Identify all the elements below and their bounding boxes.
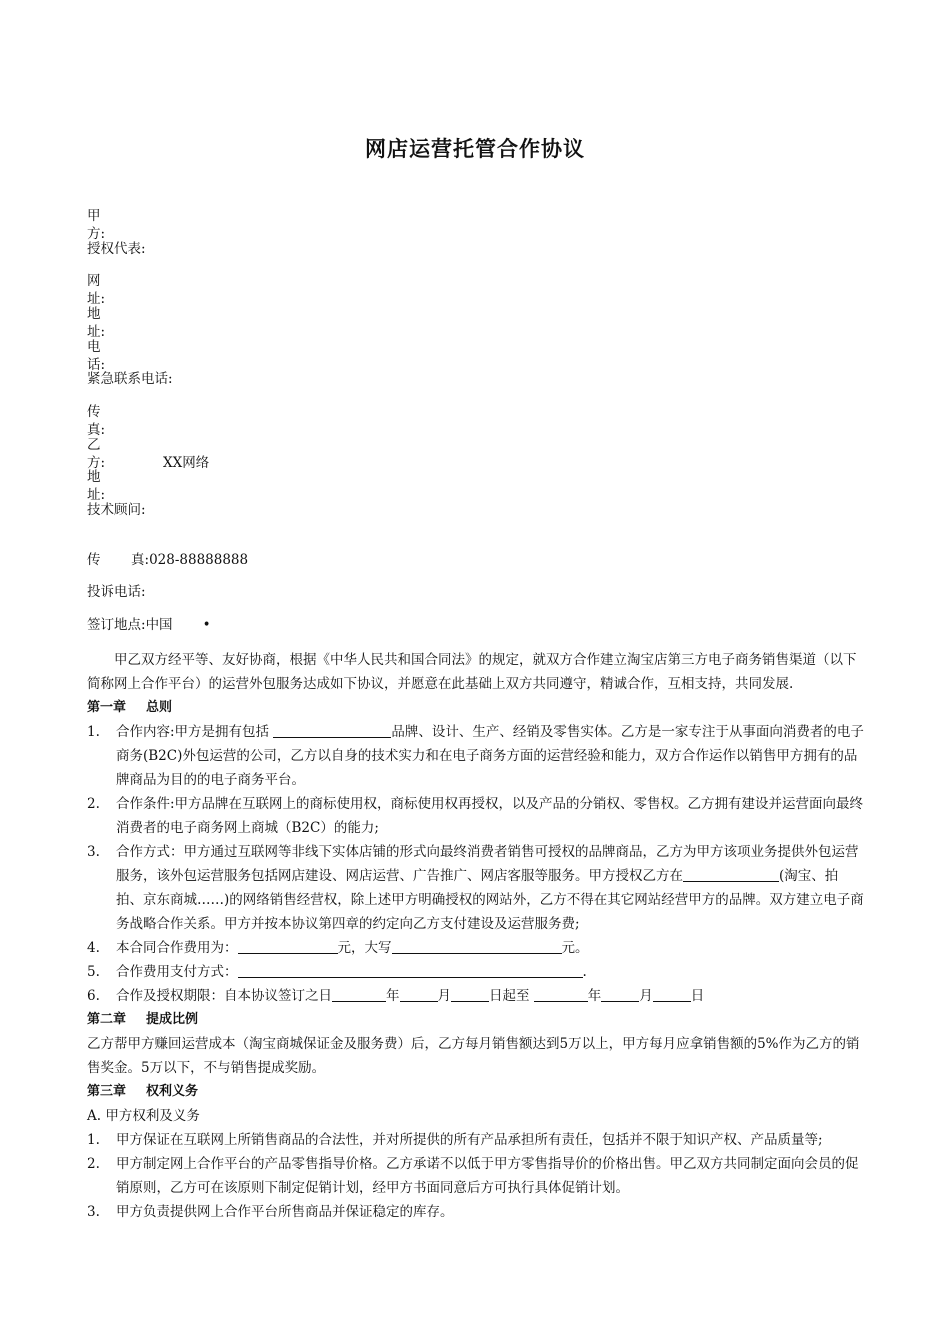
clause-text: [116, 720, 865, 792]
clause-number: 3.: [87, 844, 100, 860]
label-char: 址:: [87, 487, 106, 503]
field-label: 授权代表:: [87, 241, 146, 257]
party-a-address-field: [87, 305, 147, 341]
fill-in-blank[interactable]: [451, 987, 489, 1002]
clause-item: [87, 840, 865, 936]
tech-advisor-field: [87, 501, 146, 519]
clause-item: [87, 1152, 865, 1200]
clause-text-part: 合作方式：甲方通过互联网等非线下实体店铺的形式向最终消费者销售可授权的品牌商品，乙方为甲方该项业务提供外包运营服务，该外包运营服务包括网店建设、网店运营、广告推广、网店客服等服务。甲方授权乙方在: [116, 844, 859, 884]
clause-text-part: .: [582, 964, 587, 980]
clause-text-part: (淘宝、拍拍、京东商城……)的网络销售经营权，除上述甲方明确授权的网站外，乙方不得在其它网站经营甲方的品牌。双方建立电子商务战略合作关系。甲方并按本协议第四章的约定向乙方支付建设及运营服务费;: [116, 868, 864, 932]
party-b-fax-field: [87, 551, 248, 569]
clause-number: 1.: [87, 1132, 100, 1148]
fill-in-blank[interactable]: [601, 987, 639, 1002]
clause-text-part: 日: [690, 988, 705, 1004]
chapter-name: 提成比例: [146, 1012, 199, 1027]
label-char: 真:: [87, 422, 106, 438]
section-subheading: A. 甲方权利及义务: [87, 1108, 200, 1124]
intro-paragraph: 甲乙双方经平等、友好协商，根据《中华人民共和国合同法》的规定，就双方合作建立淘宝店第三方电子商务销售渠道（以下简称网上合作平台）的运营外包服务达成如下协议，并愿意在此基础上双方共同遵守，精诚合作，互相支持，共同发展.: [87, 652, 857, 692]
fill-in-blank[interactable]: [273, 723, 391, 738]
clause-number: 2.: [87, 1156, 100, 1172]
clause-text: [116, 840, 865, 936]
clause-text: [116, 984, 865, 1008]
clause-text: 合作条件:甲方品牌在互联网上的商标使用权，商标使用权再授权，以及产品的分销权、零售权。乙方拥有建设并运营面向最终消费者的电子商务网上商城（B2C）的能力;: [116, 796, 864, 836]
clause-text-part: 合作及授权期限：自本协议签订之日: [116, 988, 332, 1004]
label-char: 址:: [87, 291, 106, 307]
chapter-heading: [87, 696, 865, 720]
emergency-phone-field: [87, 370, 173, 388]
clause-text-part: 合作内容:甲方是拥有包括: [116, 724, 274, 740]
clause-text: [116, 960, 865, 984]
party-a-fax-field: [87, 403, 147, 439]
clause-text-part: 元。: [561, 940, 589, 956]
bullet-mark: •: [202, 617, 211, 633]
clause-text: 甲方保证在互联网上所销售商品的合法性，并对所提供的所有产品承担所有责任，包括并不限于知识产权、产品质量等;: [116, 1132, 823, 1148]
clause-text: 甲方制定网上合作平台的产品零售指导价格。乙方承诺不以低于甲方零售指导价的价格出售。甲乙双方共同制定面向会员的促销原则，乙方可在该原则下制定促销计划，经甲方书面同意后方可执行具体促销计划。: [116, 1156, 859, 1196]
clause-item: [87, 1128, 865, 1152]
clause-number: 6.: [87, 988, 100, 1004]
agreement-body: [87, 648, 865, 1224]
clause-item: [87, 960, 865, 984]
party-b-field: [87, 436, 209, 472]
clause-text-part: 本合同合作费用为：: [116, 940, 238, 956]
clause-number: 3.: [87, 1204, 100, 1220]
party-b-address-field: [87, 468, 147, 504]
phone-field: [87, 338, 147, 374]
label-char: 电: [87, 339, 101, 355]
authorized-rep-field: [87, 240, 146, 258]
label-char: 话:: [87, 357, 106, 373]
commission-paragraph: 乙方帮甲方赚回运营成本（淘宝商城保证金及服务费）后，乙方每月销售额达到5万以上，甲方每月应拿销售额的5%作为乙方的销售奖金。5万以下，不与销售提成奖励。: [87, 1036, 860, 1076]
clause-number: 1.: [87, 724, 100, 740]
fill-in-blank[interactable]: [238, 939, 338, 954]
field-label: 紧急联系电话:: [87, 371, 173, 387]
label-char: 传: [87, 552, 101, 568]
chapter-number: 第一章: [87, 700, 127, 715]
label-char: 传: [87, 404, 101, 420]
clause-text: 甲方负责提供网上合作平台所售商品并保证稳定的库存。: [116, 1204, 454, 1220]
clause-text-part: 日起至: [489, 988, 534, 1004]
field-value: 028-88888888: [149, 552, 249, 568]
clause-item: [87, 984, 865, 1008]
party-a-field: [87, 207, 147, 243]
label-char: 方:: [87, 226, 106, 242]
fill-in-blank[interactable]: [534, 987, 588, 1002]
fill-in-blank[interactable]: [238, 963, 583, 978]
chapter-heading: [87, 1008, 865, 1032]
fill-in-blank[interactable]: [392, 939, 562, 954]
chapter-number: 第二章: [87, 1012, 127, 1027]
clause-number: 2.: [87, 796, 100, 812]
label-char: 方:: [87, 455, 106, 471]
fill-in-blank[interactable]: [653, 987, 691, 1002]
website-field: [87, 272, 147, 308]
chapter-name: 总则: [146, 700, 173, 715]
fill-in-blank[interactable]: [400, 987, 438, 1002]
clause-text-part: 年: [587, 988, 602, 1004]
clause-text-part: 年: [386, 988, 400, 1004]
label-char: 地: [87, 469, 101, 485]
field-label: 签订地点:: [87, 617, 146, 633]
signing-place-field: [87, 616, 211, 634]
chapter-name: 权利义务: [146, 1084, 199, 1099]
clause-item: [87, 936, 865, 960]
clause-text: [116, 936, 865, 960]
clause-text-part: 品牌、设计、生产、经销及零售实体。乙方是一家专注于从事面向消费者的电子商务(B2C)外包运营的公司，乙方以自身的技术实力和在电子商务方面的运营经验和能力，双方合作运作以销售甲方拥有的品牌商品为目的的电子商务平台。: [116, 724, 864, 788]
field-label: 技术顾问:: [87, 502, 146, 518]
clause-text-part: 月: [437, 988, 451, 1004]
document-title: 网店运营托管合作协议: [365, 137, 585, 161]
clause-number: 4.: [87, 940, 100, 956]
clause-text-part: 元，大写: [337, 940, 392, 956]
fill-in-blank[interactable]: [332, 987, 386, 1002]
label-char: 乙: [87, 437, 101, 453]
chapter-number: 第三章: [87, 1084, 127, 1099]
label-char: 地: [87, 306, 101, 322]
label-char: 真:: [131, 552, 150, 568]
clause-text-part: 月: [639, 988, 653, 1004]
clause-item: [87, 792, 865, 840]
chapter-heading: [87, 1080, 865, 1104]
label-char: 网: [87, 273, 101, 289]
clause-item: [87, 1200, 865, 1224]
label-char: 甲: [87, 208, 101, 224]
field-label: 投诉电话:: [87, 584, 146, 600]
complaint-phone-field: [87, 583, 146, 601]
field-value: XX网络: [163, 455, 210, 471]
field-value: 中国: [145, 617, 173, 633]
fill-in-blank[interactable]: [683, 867, 779, 882]
clause-item: [87, 720, 865, 792]
label-char: 址:: [87, 324, 106, 340]
clause-text-part: 合作费用支付方式：: [116, 964, 238, 980]
clause-number: 5.: [87, 964, 100, 980]
